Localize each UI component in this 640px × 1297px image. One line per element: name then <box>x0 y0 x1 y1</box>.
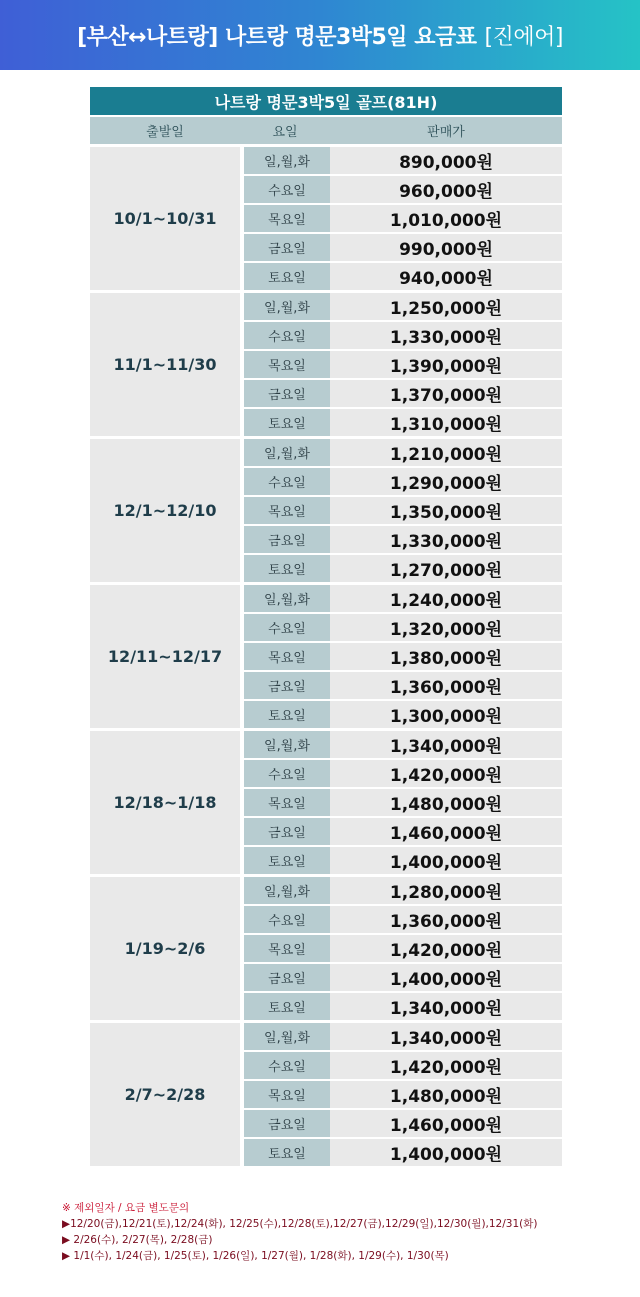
price-cell: 1,340,000원 <box>330 1023 562 1050</box>
weekday-cell: 금요일 <box>244 234 330 261</box>
price-cell: 1,370,000원 <box>330 380 562 407</box>
header-departure: 출발일 <box>146 125 184 140</box>
weekday-cell: 수요일 <box>244 906 330 933</box>
weekday-cell: 수요일 <box>244 1052 330 1079</box>
weekday-cell: 금요일 <box>244 818 330 845</box>
period-cell: 10/1~10/31 <box>90 147 240 290</box>
price-cell: 1,350,000원 <box>330 497 562 524</box>
banner-subtitle: [진에어] <box>484 24 563 50</box>
weekday-cell: 금요일 <box>244 672 330 699</box>
weekday-cell: 금요일 <box>244 964 330 991</box>
price-cell: 940,000원 <box>330 263 562 290</box>
price-cell: 1,360,000원 <box>330 906 562 933</box>
header-weekday: 요일 <box>272 125 298 140</box>
weekday-cell: 수요일 <box>244 322 330 349</box>
price-cell: 1,400,000원 <box>330 1139 562 1166</box>
weekday-cell: 토요일 <box>244 263 330 290</box>
price-column <box>330 585 562 728</box>
weekday-cell: 일,월,화 <box>244 439 330 466</box>
price-cell: 1,310,000원 <box>330 409 562 436</box>
price-cell: 960,000원 <box>330 176 562 203</box>
period-cell: 11/1~11/30 <box>90 293 240 436</box>
price-cell: 1,460,000원 <box>330 818 562 845</box>
price-cell: 1,400,000원 <box>330 847 562 874</box>
price-cell: 1,460,000원 <box>330 1110 562 1137</box>
weekday-column <box>244 293 330 436</box>
weekday-cell: 일,월,화 <box>244 1023 330 1050</box>
price-cell: 1,360,000원 <box>330 672 562 699</box>
period-cell: 12/1~12/10 <box>90 439 240 582</box>
exclusion-notes <box>62 1200 537 1264</box>
period-group <box>90 731 562 874</box>
price-cell: 1,290,000원 <box>330 468 562 495</box>
weekday-cell: 금요일 <box>244 380 330 407</box>
weekday-cell: 수요일 <box>244 468 330 495</box>
notes-line: ▶12/20(금),12/21(토),12/24(화), 12/25(수),12/28(토),12/27(금),12/29(일),12/30(월),12/31(화) <box>62 1218 538 1230</box>
price-cell: 1,340,000원 <box>330 731 562 758</box>
period-group <box>90 1023 562 1166</box>
period-group <box>90 877 562 1020</box>
price-cell: 1,330,000원 <box>330 526 562 553</box>
price-cell: 1,270,000원 <box>330 555 562 582</box>
price-column <box>330 439 562 582</box>
notes-line: ▶ 1/1(수), 1/24(금), 1/25(토), 1/26(일), 1/27(월), 1/28(화), 1/29(수), 1/30(목) <box>62 1250 449 1262</box>
weekday-column <box>244 585 330 728</box>
table-header <box>90 115 562 144</box>
price-column <box>330 1023 562 1166</box>
period-cell: 12/18~1/18 <box>90 731 240 874</box>
price-column <box>330 877 562 1020</box>
weekday-cell: 토요일 <box>244 409 330 436</box>
header-price: 판매가 <box>427 125 465 140</box>
table-title: 나트랑 명문3박5일 골프(81H) <box>90 87 562 115</box>
price-column <box>330 147 562 290</box>
weekday-column <box>244 877 330 1020</box>
price-cell: 890,000원 <box>330 147 562 174</box>
weekday-cell: 목요일 <box>244 643 330 670</box>
weekday-cell: 수요일 <box>244 760 330 787</box>
weekday-cell: 목요일 <box>244 351 330 378</box>
weekday-cell: 토요일 <box>244 1139 330 1166</box>
notes-header: ※ 제외일자 / 요금 별도문의 <box>62 1202 190 1214</box>
weekday-column <box>244 147 330 290</box>
weekday-cell: 금요일 <box>244 1110 330 1137</box>
price-cell: 1,300,000원 <box>330 701 562 728</box>
price-cell: 1,330,000원 <box>330 322 562 349</box>
weekday-column <box>244 1023 330 1166</box>
weekday-cell: 목요일 <box>244 1081 330 1108</box>
price-cell: 1,420,000원 <box>330 760 562 787</box>
price-column <box>330 293 562 436</box>
table-body <box>90 147 562 1166</box>
weekday-cell: 목요일 <box>244 497 330 524</box>
period-cell: 1/19~2/6 <box>90 877 240 1020</box>
weekday-cell: 수요일 <box>244 176 330 203</box>
weekday-cell: 일,월,화 <box>244 293 330 320</box>
weekday-column <box>244 439 330 582</box>
weekday-cell: 일,월,화 <box>244 585 330 612</box>
weekday-cell: 토요일 <box>244 701 330 728</box>
price-cell: 1,250,000원 <box>330 293 562 320</box>
period-group <box>90 293 562 436</box>
weekday-cell: 금요일 <box>244 526 330 553</box>
price-cell: 1,010,000원 <box>330 205 562 232</box>
weekday-cell: 목요일 <box>244 789 330 816</box>
price-cell: 1,420,000원 <box>330 935 562 962</box>
price-table <box>90 87 562 1166</box>
page-banner <box>0 0 640 70</box>
price-cell: 1,340,000원 <box>330 993 562 1020</box>
price-cell: 1,210,000원 <box>330 439 562 466</box>
weekday-cell: 수요일 <box>244 614 330 641</box>
price-cell: 1,480,000원 <box>330 789 562 816</box>
notes-line: ▶ 2/26(수), 2/27(목), 2/28(금) <box>62 1234 213 1246</box>
price-column <box>330 731 562 874</box>
weekday-cell: 토요일 <box>244 555 330 582</box>
weekday-cell: 토요일 <box>244 993 330 1020</box>
price-cell: 1,280,000원 <box>330 877 562 904</box>
period-group <box>90 147 562 290</box>
weekday-cell: 일,월,화 <box>244 877 330 904</box>
period-group <box>90 439 562 582</box>
period-group <box>90 585 562 728</box>
price-cell: 1,420,000원 <box>330 1052 562 1079</box>
period-cell: 12/11~12/17 <box>90 585 240 728</box>
price-cell: 1,320,000원 <box>330 614 562 641</box>
weekday-cell: 목요일 <box>244 935 330 962</box>
weekday-cell: 일,월,화 <box>244 147 330 174</box>
price-cell: 1,380,000원 <box>330 643 562 670</box>
period-cell: 2/7~2/28 <box>90 1023 240 1166</box>
weekday-cell: 목요일 <box>244 205 330 232</box>
price-cell: 990,000원 <box>330 234 562 261</box>
weekday-cell: 일,월,화 <box>244 731 330 758</box>
price-cell: 1,400,000원 <box>330 964 562 991</box>
banner-title: [부산↔나트랑] 나트랑 명문3박5일 요금표 <box>77 24 477 50</box>
price-cell: 1,480,000원 <box>330 1081 562 1108</box>
weekday-cell: 토요일 <box>244 847 330 874</box>
price-cell: 1,390,000원 <box>330 351 562 378</box>
weekday-column <box>244 731 330 874</box>
price-cell: 1,240,000원 <box>330 585 562 612</box>
